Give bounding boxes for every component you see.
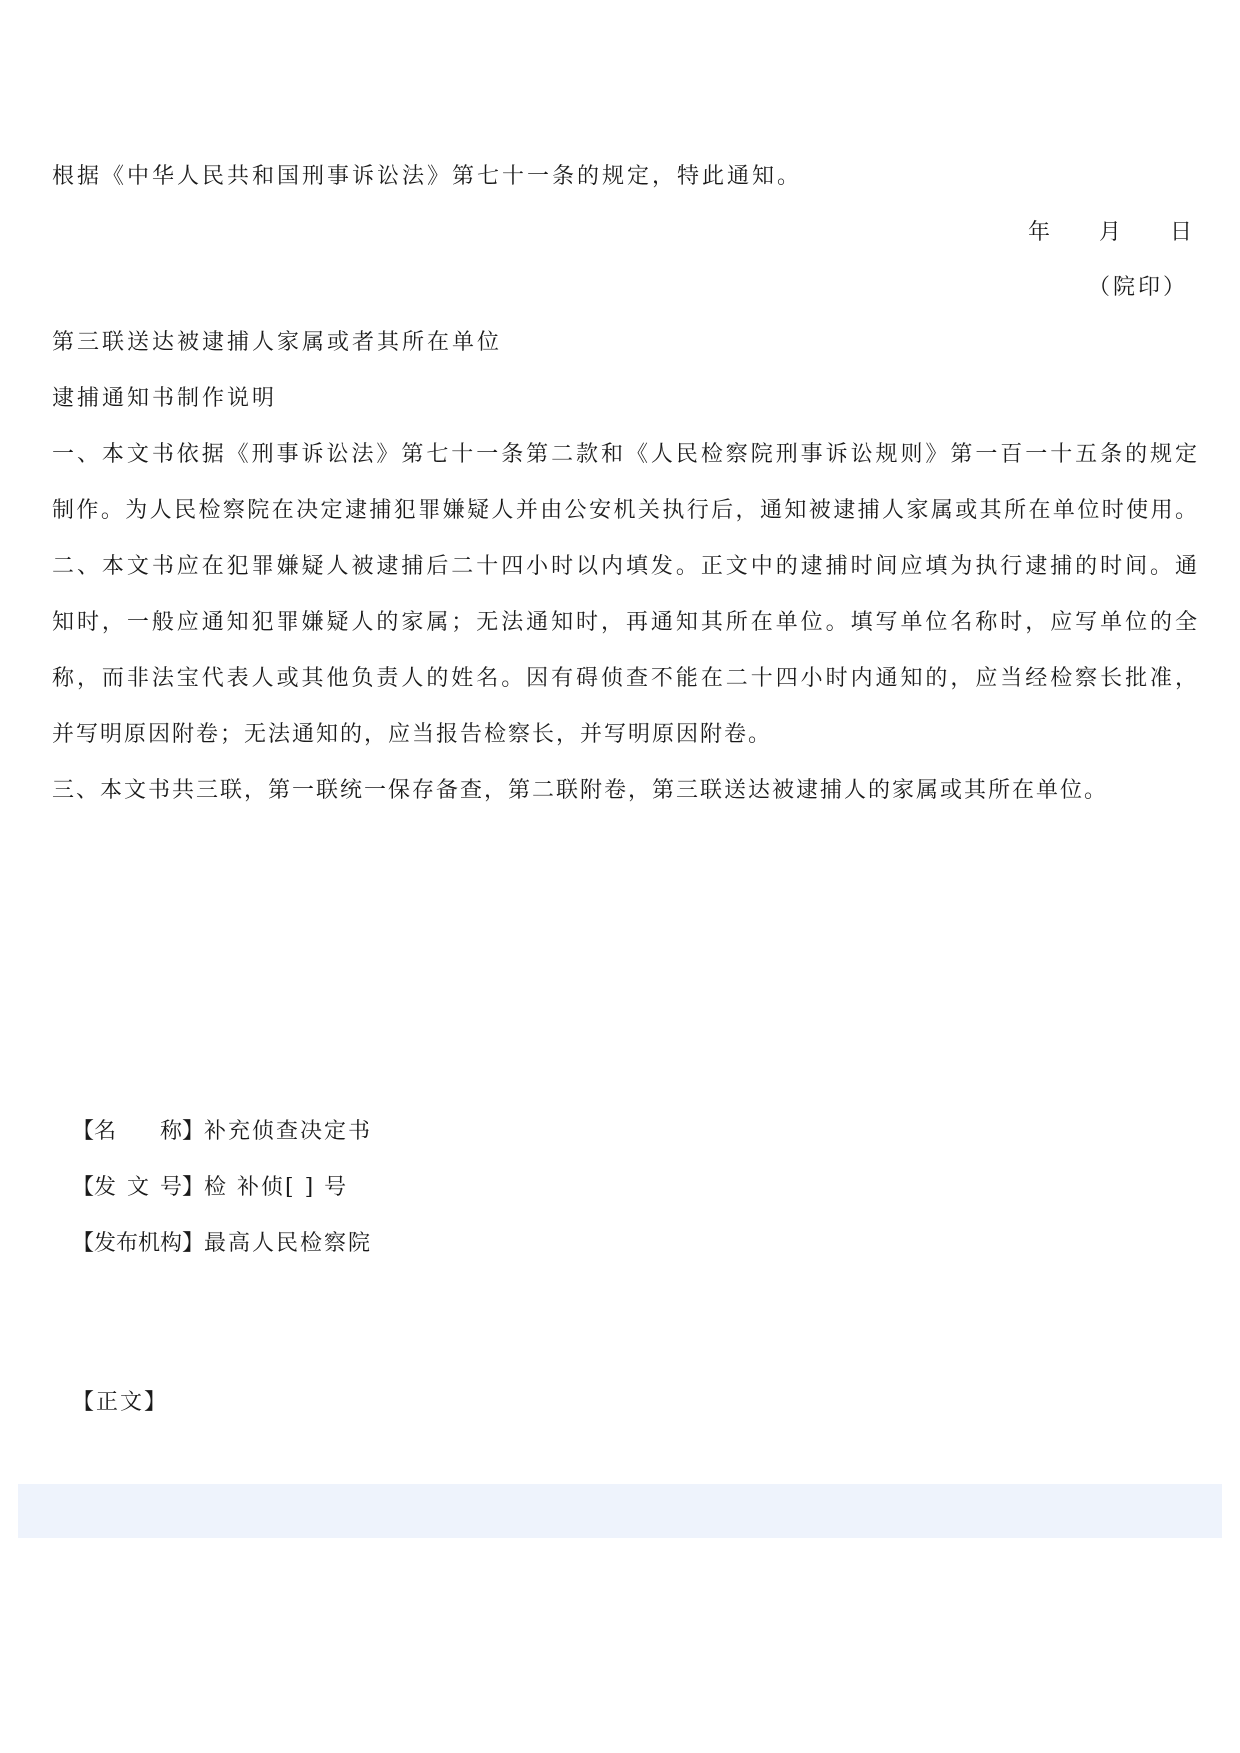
body-heading: 【正文】 bbox=[72, 1390, 169, 1415]
meta-issuer-value: 最高人民检察院 bbox=[204, 1231, 373, 1256]
date-day: 日 bbox=[1169, 220, 1194, 245]
date-year: 年 bbox=[1027, 220, 1052, 245]
meta-name-label: 名称 bbox=[94, 1119, 183, 1144]
highlight-band bbox=[18, 1484, 1222, 1538]
meta-name-row bbox=[72, 1117, 372, 1147]
bracket-open: 【 bbox=[72, 1231, 95, 1256]
bracket-open: 【 bbox=[72, 1175, 95, 1200]
meta-issuer-label: 发布机构 bbox=[94, 1231, 183, 1256]
legal-basis-line: 根据《中华人民共和国刑事诉讼法》第七十一条的规定，特此通知。 bbox=[52, 164, 803, 189]
instruction-line: 知时，一般应通知犯罪嫌疑人的家属；无法通知时，再通知其所在单位。填写单位名称时，应写单位的全 bbox=[52, 610, 1198, 635]
instructions-title: 逮捕通知书制作说明 bbox=[52, 386, 278, 411]
date-line bbox=[998, 218, 1194, 248]
meta-name-value: 补充侦查决定书 bbox=[204, 1119, 373, 1144]
meta-number-value: 检 补侦[ ] 号 bbox=[204, 1175, 349, 1200]
copy-note: 第三联送达被逮捕人家属或者其所在单位 bbox=[52, 330, 503, 355]
bracket-close: 】 bbox=[182, 1231, 205, 1256]
bracket-close: 】 bbox=[182, 1175, 205, 1200]
meta-number-row bbox=[72, 1173, 348, 1203]
instruction-line: 二、本文书应在犯罪嫌疑人被逮捕后二十四小时以内填发。正文中的逮捕时间应填为执行逮捕的时间。通 bbox=[52, 554, 1198, 579]
bracket-close: 】 bbox=[182, 1119, 205, 1144]
instruction-line: 称，而非法宝代表人或其他负责人的姓名。因有碍侦查不能在二十四小时内通知的，应当经检察长批准， bbox=[52, 666, 1198, 691]
date-month: 月 bbox=[1098, 220, 1123, 245]
instruction-line: 三、本文书共三联，第一联统一保存备查，第二联附卷，第三联送达被逮捕人的家属或其所在单位。 bbox=[52, 778, 1109, 803]
meta-issuer-row bbox=[72, 1229, 372, 1259]
seal-placeholder: （院印） bbox=[1087, 275, 1188, 300]
bracket-open: 【 bbox=[72, 1119, 95, 1144]
meta-number-label: 发文号 bbox=[94, 1175, 183, 1200]
instruction-line: 制作。为人民检察院在决定逮捕犯罪嫌疑人并由公安机关执行后，通知被逮捕人家属或其所在单位时使用。 bbox=[52, 498, 1198, 523]
instruction-line: 一、本文书依据《刑事诉讼法》第七十一条第二款和《人民检察院刑事诉讼规则》第一百一十五条的规定 bbox=[52, 442, 1198, 467]
instruction-line: 并写明原因附卷；无法通知的，应当报告检察长，并写明原因附卷。 bbox=[52, 722, 773, 747]
